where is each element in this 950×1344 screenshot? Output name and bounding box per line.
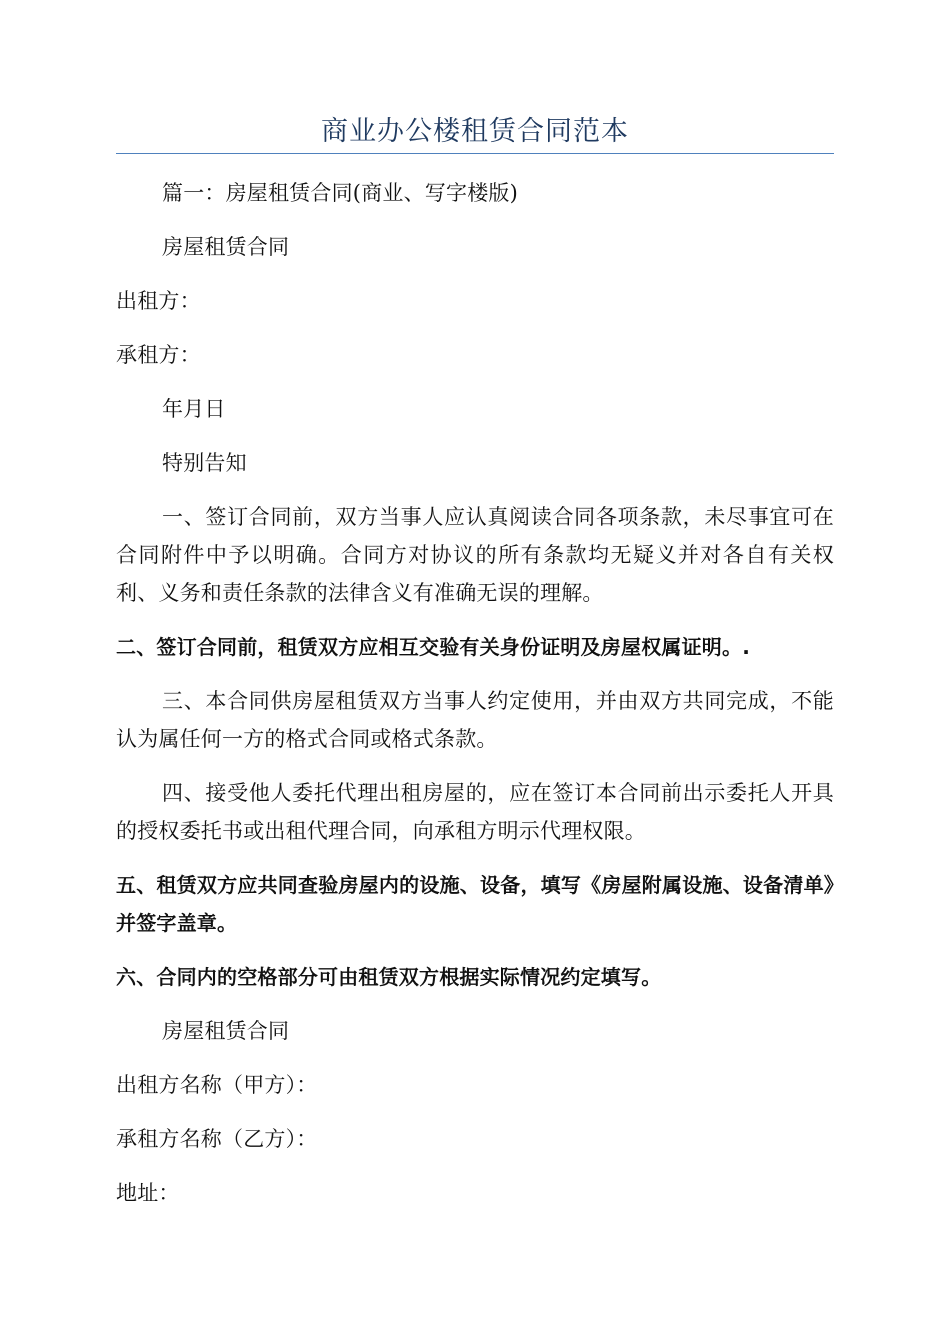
date-line: 年月日 bbox=[162, 397, 226, 421]
party-a-line: 出租方名称（甲方）： bbox=[116, 1073, 318, 1097]
document-title: 商业办公楼租赁合同范本 bbox=[321, 116, 629, 147]
contract-heading-2: 房屋租赁合同 bbox=[162, 1019, 290, 1043]
notice-item-6: 六、合同内的空格部分可由租赁双方根据实际情况约定填写。 bbox=[116, 965, 662, 989]
notice-item-1: 一、签订合同前，双方当事人应认真阅读合同各项条款，未尽事宜可在合同附件中予以明确。合同方对协议的所有条款均无疑义并对各自有关权利、义务和责任条款的法律含义有准确无误的理解。 bbox=[116, 505, 834, 605]
notice-item-4: 四、接受他人委托代理出租房屋的，应在签订本合同前出示委托人开具的授权委托书或出租代理合同，向承租方明示代理权限。 bbox=[116, 781, 834, 843]
lessor-line: 出租方： bbox=[116, 289, 201, 313]
section-heading: 篇一：房屋租赁合同(商业、写字楼版) bbox=[162, 181, 518, 205]
notice-item-2: 二、签订合同前，租赁双方应相互交验有关身份证明及房屋权属证明。. bbox=[116, 635, 750, 659]
party-b-line: 承租方名称（乙方）： bbox=[116, 1127, 318, 1151]
title-underline bbox=[116, 153, 834, 154]
address-line: 地址： bbox=[116, 1181, 180, 1205]
special-notice-heading: 特别告知 bbox=[162, 451, 247, 475]
notice-item-3: 三、本合同供房屋租赁双方当事人约定使用，并由双方共同完成，不能认为属任何一方的格式合同或格式条款。 bbox=[116, 689, 834, 751]
document-body bbox=[116, 174, 834, 1228]
contract-heading: 房屋租赁合同 bbox=[162, 235, 290, 259]
lessee-line: 承租方： bbox=[116, 343, 201, 367]
notice-item-5: 五、租赁双方应共同查验房屋内的设施、设备，填写《房屋附属设施、设备清单》并签字盖章。 bbox=[116, 873, 834, 935]
